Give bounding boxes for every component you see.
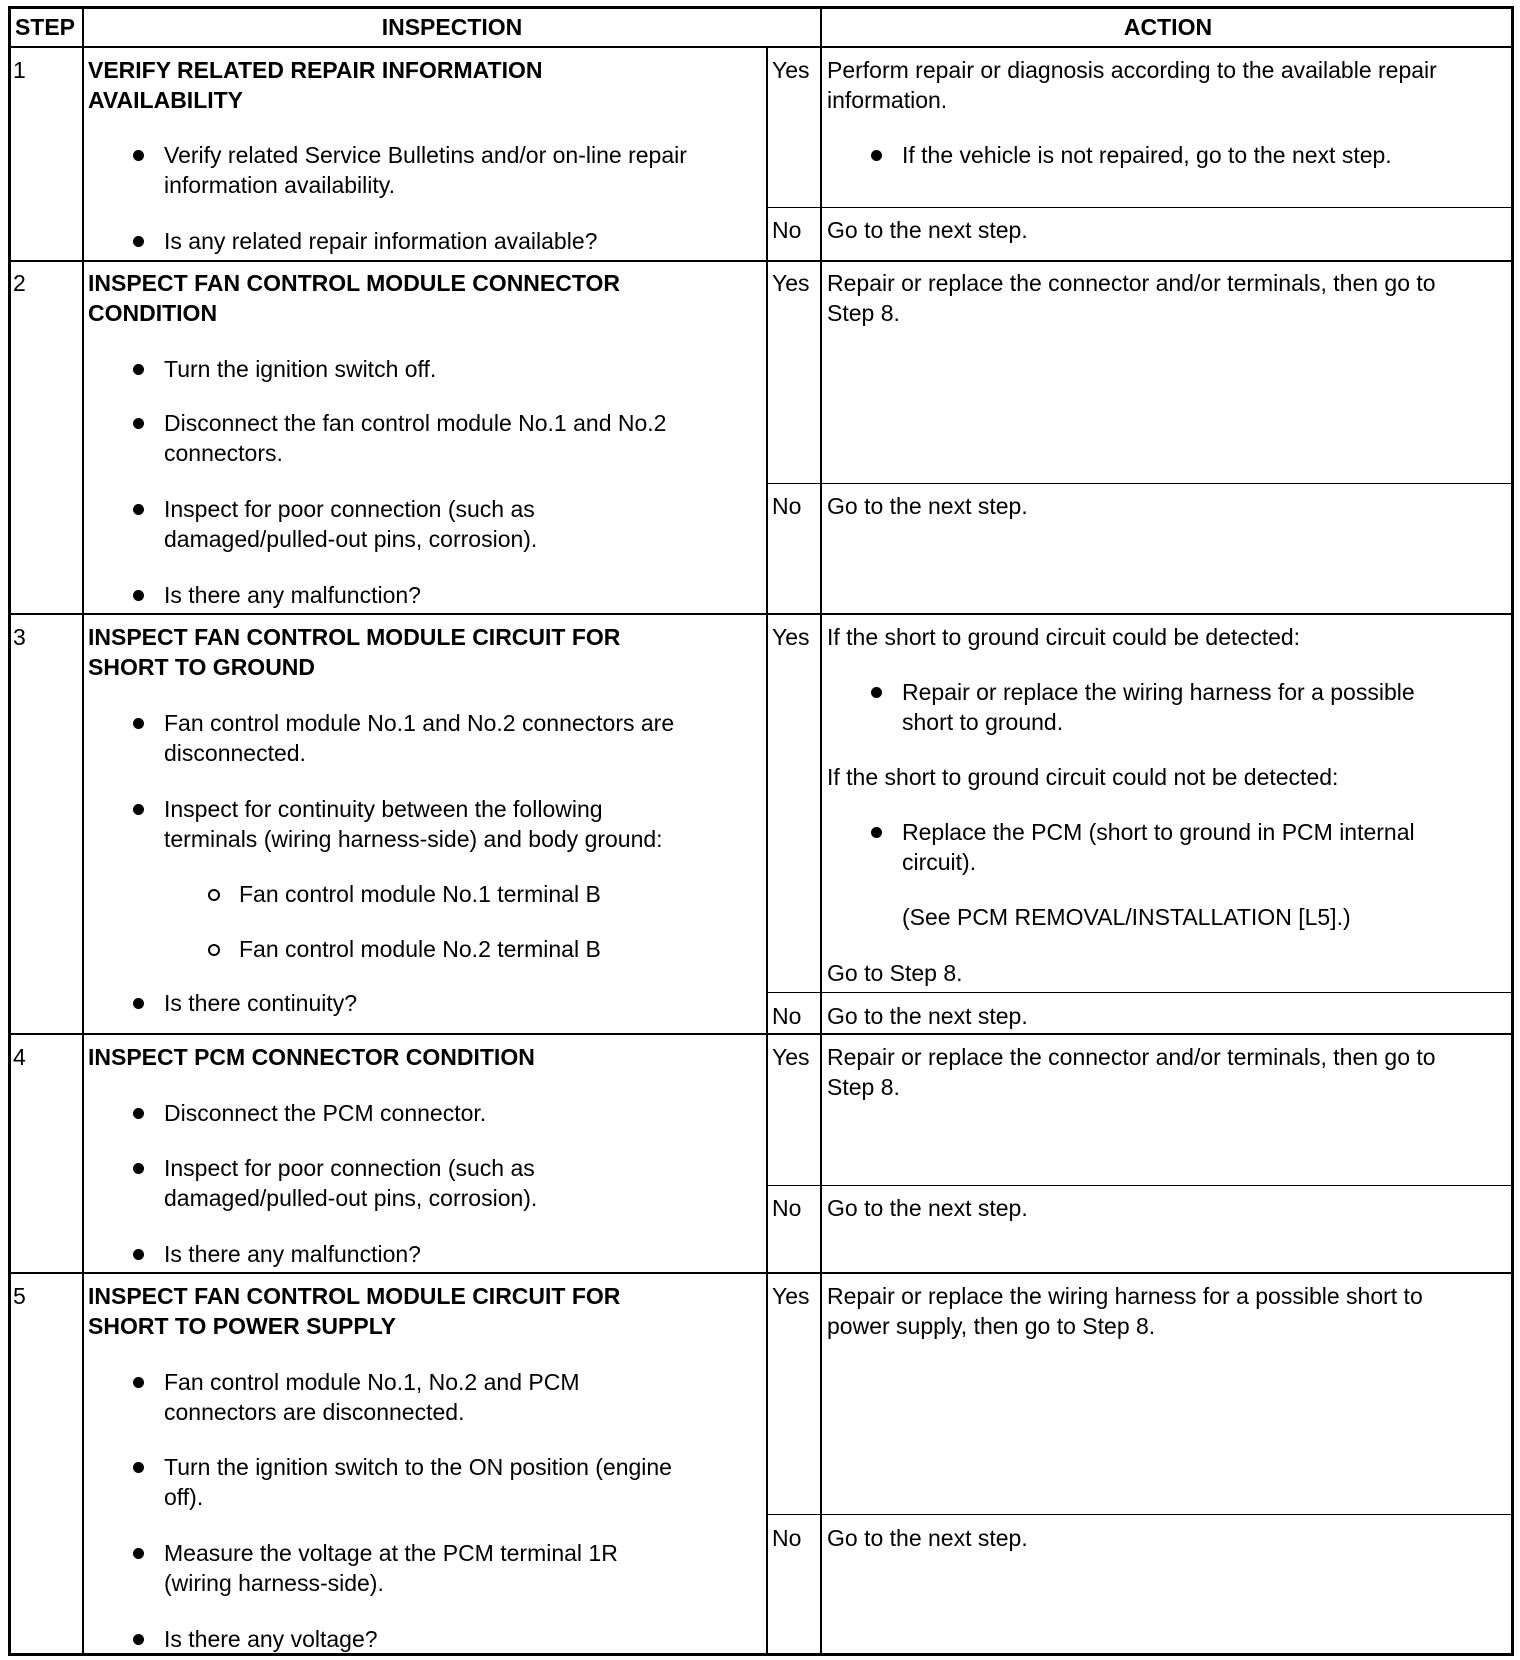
yes-label: Yes: [772, 1283, 810, 1309]
yes-action: Step 8.: [827, 1074, 900, 1100]
bullet-icon: [133, 804, 144, 815]
inspection-item: Turn the ignition switch to the ON position (engine: [164, 1454, 672, 1480]
inspection-subitem: Fan control module No.2 terminal B: [239, 936, 601, 962]
inspection-item: Inspect for continuity between the following: [164, 796, 603, 822]
no-action: Go to the next step.: [827, 1525, 1028, 1551]
yes-action: Repair or replace the wiring harness for a possible short to: [827, 1283, 1423, 1309]
yes-action: If the short to ground circuit could be detected:: [827, 624, 1301, 650]
inspection-item: Fan control module No.1 and No.2 connectors are: [164, 710, 675, 736]
inspection-item: information availability.: [164, 172, 395, 198]
step-title: SHORT TO POWER SUPPLY: [88, 1313, 396, 1339]
inspection-item: Turn the ignition switch off.: [164, 356, 437, 382]
no-label: No: [772, 217, 802, 243]
bullet-icon: [871, 687, 882, 698]
yes-action: If the short to ground circuit could not be detected:: [827, 764, 1339, 790]
inspection-item: connectors are disconnected.: [164, 1399, 465, 1425]
yesno-divider-5: [766, 1514, 1514, 1515]
step-number: 5: [13, 1283, 26, 1309]
no-action: Go to the next step.: [827, 217, 1028, 243]
step-title: INSPECT FAN CONTROL MODULE CONNECTOR: [88, 270, 620, 296]
yes-action-bullet: If the vehicle is not repaired, go to the next step.: [902, 142, 1392, 168]
inspection-item: Is there continuity?: [164, 990, 358, 1016]
yes-label: Yes: [772, 624, 810, 650]
inspection-item: Inspect for poor connection (such as: [164, 1155, 535, 1181]
header-action: ACTION: [1123, 14, 1213, 40]
inspection-subitem: Fan control module No.1 terminal B: [239, 881, 601, 907]
yes-action-bullet: short to ground.: [902, 709, 1064, 735]
inspection-item: Measure the voltage at the PCM terminal 1R: [164, 1540, 618, 1566]
yes-action-goto: Go to Step 8.: [827, 960, 963, 986]
bullet-icon: [871, 827, 882, 838]
step-title: INSPECT FAN CONTROL MODULE CIRCUIT FOR: [88, 1283, 621, 1309]
bullet-icon: [133, 1377, 144, 1388]
yesno-divider-4: [766, 1185, 1514, 1186]
inspection-item: Is there any voltage?: [164, 1626, 378, 1652]
no-label: No: [772, 1003, 802, 1029]
yesno-divider-2: [766, 483, 1514, 484]
header-inspection: INSPECTION: [381, 14, 523, 40]
inspection-item: Inspect for poor connection (such as: [164, 496, 535, 522]
yes-action: Repair or replace the connector and/or terminals, then go to: [827, 1044, 1436, 1070]
col-divider-yesno: [766, 47, 768, 1656]
inspection-item: Is there any malfunction?: [164, 1241, 421, 1267]
inspection-item: disconnected.: [164, 740, 306, 766]
bullet-icon: [133, 418, 144, 429]
no-label: No: [772, 1195, 802, 1221]
inspection-item: connectors.: [164, 440, 283, 466]
no-label: No: [772, 1525, 802, 1551]
yes-action: Step 8.: [827, 300, 900, 326]
yesno-divider-1: [766, 207, 1514, 208]
yes-action-reference: (See PCM REMOVAL/INSTALLATION [L5].): [902, 904, 1351, 930]
inspection-item: (wiring harness-side).: [164, 1570, 384, 1596]
yes-action-bullet: circuit).: [902, 849, 977, 875]
bullet-icon: [133, 1108, 144, 1119]
yes-label: Yes: [772, 270, 810, 296]
yes-label: Yes: [772, 1044, 810, 1070]
bullet-icon: [133, 1548, 144, 1559]
row-divider-1: [8, 260, 1514, 262]
inspection-item: off).: [164, 1484, 204, 1510]
bullet-icon: [133, 150, 144, 161]
no-action: Go to the next step.: [827, 493, 1028, 519]
no-label: No: [772, 493, 802, 519]
bullet-icon: [133, 590, 144, 601]
step-title: AVAILABILITY: [88, 87, 244, 113]
step-title: INSPECT FAN CONTROL MODULE CIRCUIT FOR: [88, 624, 621, 650]
step-title: SHORT TO GROUND: [88, 654, 316, 680]
step-number: 3: [13, 624, 26, 650]
step-title: INSPECT PCM CONNECTOR CONDITION: [88, 1044, 535, 1070]
bullet-icon: [133, 236, 144, 247]
sub-bullet-icon: [208, 944, 220, 956]
yes-action: information.: [827, 87, 948, 113]
sub-bullet-icon: [208, 889, 220, 901]
step-title: CONDITION: [88, 300, 218, 326]
bullet-icon: [133, 718, 144, 729]
yes-action-bullet: Replace the PCM (short to ground in PCM internal: [902, 819, 1415, 845]
yes-action: power supply, then go to Step 8.: [827, 1313, 1156, 1339]
yesno-divider-3: [766, 992, 1514, 993]
header-step: STEP: [14, 14, 76, 40]
step-number: 1: [13, 57, 26, 83]
inspection-item: Disconnect the fan control module No.1 and No.2: [164, 410, 667, 436]
inspection-item: Fan control module No.1, No.2 and PCM: [164, 1369, 580, 1395]
inspection-item: Is there any malfunction?: [164, 582, 421, 608]
step-title: VERIFY RELATED REPAIR INFORMATION: [88, 57, 543, 83]
bullet-icon: [133, 1163, 144, 1174]
bullet-icon: [133, 1249, 144, 1260]
yes-label: Yes: [772, 57, 810, 83]
bullet-icon: [871, 150, 882, 161]
yes-action: Repair or replace the connector and/or terminals, then go to: [827, 270, 1436, 296]
yes-action-bullet: Repair or replace the wiring harness for a possible: [902, 679, 1415, 705]
no-action: Go to the next step.: [827, 1003, 1028, 1029]
bullet-icon: [133, 504, 144, 515]
bullet-icon: [133, 364, 144, 375]
bullet-icon: [133, 1634, 144, 1645]
step-number: 4: [13, 1044, 26, 1070]
col-divider-inspection: [820, 6, 822, 1656]
inspection-item: Is any related repair information available?: [164, 228, 598, 254]
col-divider-step: [82, 6, 84, 1656]
row-divider-3: [8, 1033, 1514, 1035]
header-divider: [8, 46, 1514, 48]
inspection-item: damaged/pulled-out pins, corrosion).: [164, 526, 538, 552]
bullet-icon: [133, 998, 144, 1009]
row-divider-2: [8, 613, 1514, 615]
yes-action: Perform repair or diagnosis according to the available repair: [827, 57, 1437, 83]
step-number: 2: [13, 270, 26, 296]
inspection-item: terminals (wiring harness-side) and body ground:: [164, 826, 663, 852]
bullet-icon: [133, 1462, 144, 1473]
no-action: Go to the next step.: [827, 1195, 1028, 1221]
inspection-item: Verify related Service Bulletins and/or on-line repair: [164, 142, 687, 168]
row-divider-4: [8, 1272, 1514, 1274]
inspection-item: damaged/pulled-out pins, corrosion).: [164, 1185, 538, 1211]
inspection-item: Disconnect the PCM connector.: [164, 1100, 487, 1126]
